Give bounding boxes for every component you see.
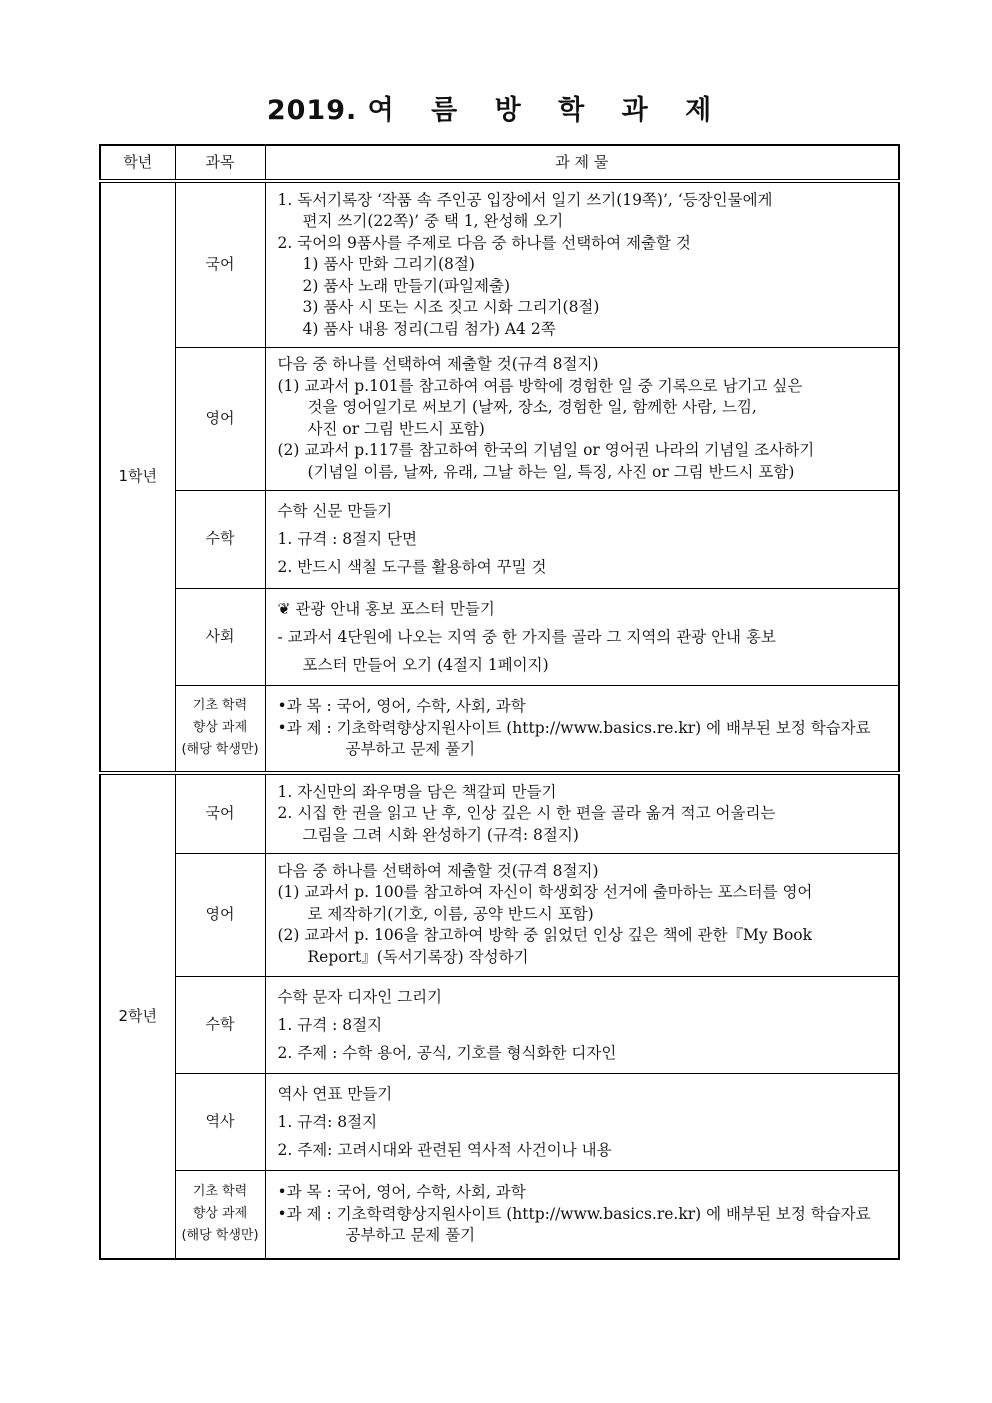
task-line: 1. 규격 : 8절지 <box>277 1015 383 1034</box>
task-content <box>265 181 899 347</box>
assignment-table <box>99 144 900 1260</box>
task-line: 수학 문자 디자인 그리기 <box>277 987 443 1006</box>
subject-line: 향상 과제 <box>192 720 248 736</box>
task-content <box>265 1170 899 1259</box>
table-row <box>100 685 899 773</box>
task-line: •과 제 : 기초학력향상지원사이트 (http://www.basics.re.kr) 에 배부된 보정 학습자료 <box>277 1204 871 1223</box>
subject-math: 수학 <box>175 976 265 1073</box>
subject-line: (해당 학생만) <box>181 1228 259 1244</box>
task-line: - 교과서 4단원에 나오는 지역 중 한 가지를 골라 그 지역의 관광 안내 홍보 <box>277 627 776 646</box>
task-line: •과 제 : 기초학력향상지원사이트 (http://www.basics.re.kr) 에 배부된 보정 학습자료 <box>277 718 871 737</box>
subject-korean: 국어 <box>175 773 265 853</box>
task-line: 그림을 그려 시화 완성하기 (규격: 8절지) <box>302 825 579 844</box>
task-line: 2. 반드시 색칠 도구를 활용하여 꾸밀 것 <box>277 558 547 576</box>
grade-1-label: 1학년 <box>100 181 175 773</box>
task-line: 1) 품사 만화 그리기(8절) <box>302 255 475 273</box>
task-line: 편지 쓰기(22쪽)’ 중 택 1, 완성해 오기 <box>302 212 564 230</box>
task-line: 1. 자신만의 좌우명을 담은 책갈피 만들기 <box>277 782 557 801</box>
task-line: 4) 품사 내용 정리(그림 첨가) A4 2쪽 <box>302 319 556 338</box>
table-row <box>100 1073 899 1170</box>
table-row <box>100 773 899 853</box>
task-line: 3) 품사 시 또는 시조 짓고 시화 그리기(8절) <box>302 298 600 316</box>
task-line: 사진 or 그림 반드시 포함) <box>307 419 485 438</box>
subject-history: 역사 <box>175 1073 265 1170</box>
subject-basic-skills <box>175 1170 265 1259</box>
task-content <box>265 685 899 773</box>
title-text: 여 름 방 학 과 제 <box>367 95 726 126</box>
task-line: 공부하고 문제 풀기 <box>345 1226 476 1244</box>
subject-math: 수학 <box>175 490 265 588</box>
table-row <box>100 976 899 1073</box>
task-line: 2) 품사 노래 만들기(파일제출) <box>302 276 510 295</box>
task-line: 1. 독서기록장 ‘작품 속 주인공 입장에서 일기 쓰기(19쪽)’, ‘등장인물에게 <box>277 190 773 209</box>
header-grade: 학년 <box>100 145 175 181</box>
page-title <box>0 88 992 127</box>
table-row <box>100 490 899 588</box>
subject-basic-skills <box>175 685 265 773</box>
subject-english: 영어 <box>175 347 265 490</box>
task-line: (2) 교과서 p. 106을 참고하여 방학 중 읽었던 인상 깊은 책에 관한『My Book <box>277 926 812 945</box>
subject-line: 향상 과제 <box>192 1206 248 1222</box>
title-year: 2019. <box>266 95 358 126</box>
task-line: 수학 신문 만들기 <box>277 502 393 520</box>
header-task: 과 제 물 <box>265 145 899 181</box>
task-content <box>265 1073 899 1170</box>
task-line: (1) 교과서 p.101를 참고하여 여름 방학에 경험한 일 중 기록으로 남기고 싶은 <box>277 376 803 395</box>
task-content <box>265 347 899 490</box>
subject-line: 기초 학력 <box>192 698 248 714</box>
subject-line: 기초 학력 <box>192 1184 248 1200</box>
task-content <box>265 588 899 685</box>
task-line: 2. 주제 : 수학 용어, 공식, 기호를 형식화한 디자인 <box>277 1043 617 1062</box>
task-line: 2. 주제: 고려시대와 관련된 역사적 사건이나 내용 <box>277 1140 612 1159</box>
task-content <box>265 853 899 976</box>
subject-korean: 국어 <box>175 181 265 347</box>
task-line: •과 목 : 국어, 영어, 수학, 사회, 과학 <box>277 697 526 715</box>
grade-2-label: 2학년 <box>100 773 175 1259</box>
task-line: ❦ 관광 안내 홍보 포스터 만들기 <box>277 599 495 618</box>
task-line: 다음 중 하나를 선택하여 제출할 것(규격 8절지) <box>277 355 599 373</box>
task-line: 1. 규격: 8절지 <box>277 1112 378 1131</box>
task-content <box>265 773 899 853</box>
table-row <box>100 181 899 347</box>
table-row <box>100 853 899 976</box>
task-line: 역사 연표 만들기 <box>277 1084 393 1103</box>
subject-english: 영어 <box>175 853 265 976</box>
task-line: (2) 교과서 p.117를 참고하여 한국의 기념일 or 영어권 나라의 기념일 조사하기 <box>277 441 815 459</box>
table-row <box>100 1170 899 1259</box>
task-line: 1. 규격 : 8절지 단면 <box>277 530 417 548</box>
task-line: 2. 국어의 9품사를 주제로 다음 중 하나를 선택하여 제출할 것 <box>277 233 691 252</box>
subject-social: 사회 <box>175 588 265 685</box>
task-line: 로 제작하기(기호, 이름, 공약 반드시 포함) <box>307 904 594 923</box>
table-row <box>100 347 899 490</box>
task-line: 공부하고 문제 풀기 <box>345 740 476 758</box>
subject-line: (해당 학생만) <box>181 742 259 758</box>
task-line: 다음 중 하나를 선택하여 제출할 것(규격 8절지) <box>277 861 599 880</box>
task-line: •과 목 : 국어, 영어, 수학, 사회, 과학 <box>277 1183 526 1201</box>
task-content <box>265 976 899 1073</box>
task-line: 2. 시집 한 권을 읽고 난 후, 인상 깊은 시 한 편을 골라 옮겨 적고 어울리는 <box>277 804 776 822</box>
table-header-row <box>100 145 899 181</box>
table-row <box>100 588 899 685</box>
task-line: (기념일 이름, 날짜, 유래, 그날 하는 일, 특징, 사진 or 그림 반드시 포함) <box>307 462 795 481</box>
task-line: (1) 교과서 p. 100를 참고하여 자신이 학생회장 선거에 출마하는 포스터를 영어 <box>277 883 813 902</box>
task-content <box>265 490 899 588</box>
task-line: Report』(독서기록장) 작성하기 <box>307 947 529 966</box>
task-line: 포스터 만들어 오기 (4절지 1페이지) <box>302 655 549 674</box>
task-line: 것을 영어일기로 써보기 (날짜, 장소, 경험한 일, 함께한 사람, 느낌, <box>307 398 757 416</box>
header-subject: 과목 <box>175 145 265 181</box>
